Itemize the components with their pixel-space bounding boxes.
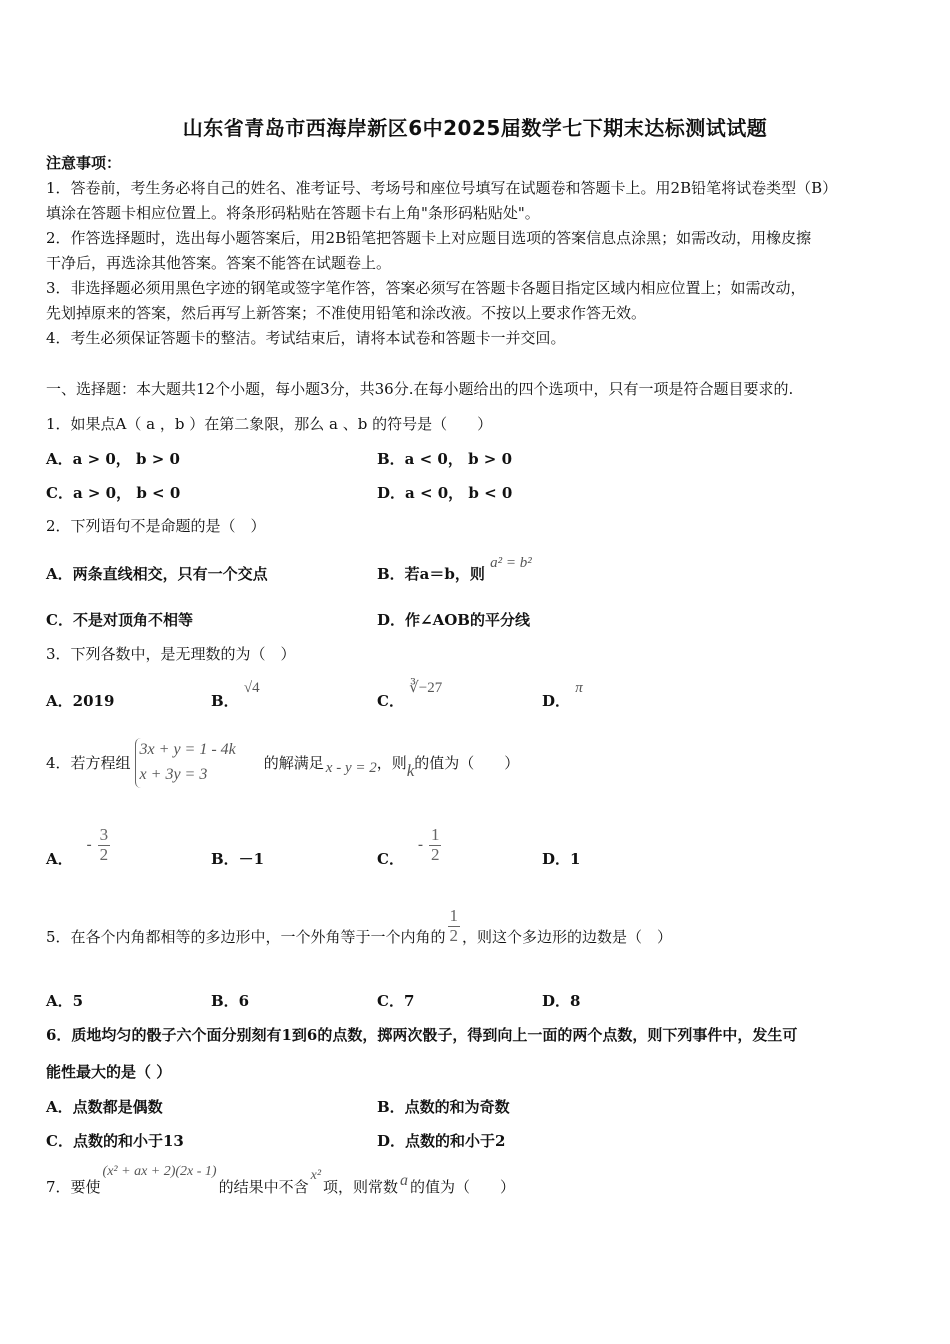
q5-stem-a: 5．在各个内角都相等的多边形中，一个外角等于一个内角的 — [46, 928, 446, 946]
notice-line-2: 填涂在答题卡相应位置上。将条形码粘贴在答题卡右上角"条形码粘贴处"。 — [46, 204, 540, 222]
notice-line-7: 4．考生必须保证答题卡的整洁。考试结束后，请将本试卷和答题卡一并交回。 — [46, 329, 566, 347]
notice-line-1: 1．答卷前，考生务必将自己的姓名、准考证号、考场号和座位号填写在试题卷和答题卡上。用2B铅笔将试卷类型（B） — [46, 179, 838, 197]
q1-option-b: B．a < 0， b > 0 — [377, 450, 513, 468]
q2-option-b — [377, 555, 532, 584]
section-heading: 一、选择题：本大题共12个小题，每小题3分，共36分.在每小题给出的四个选项中，只有一项是符合题目要求的. — [46, 380, 794, 398]
q2-option-a: A．两条直线相交，只有一个交点 — [46, 565, 268, 583]
q4-stem-c: ，则 — [376, 754, 407, 773]
question-2-stem: 2．下列语句不是命题的是（ ） — [46, 517, 266, 535]
notice-line-5: 3．非选择题必须用黑色字迹的钢笔或签字笔作答，答案必须写在答题卡各题目指定区域内相应位置上；如需改动， — [46, 279, 806, 297]
question-6-stem-line-1: 6．质地均匀的骰子六个面分别刻有1到6的点数，掷两次骰子，得到向上一面的两个点数，则下列事件中，发生可 — [46, 1026, 798, 1044]
q1-option-d: D．a < 0， b < 0 — [377, 484, 513, 502]
question-6-stem-line-2: 能性最大的是（ ） — [46, 1063, 172, 1081]
q2-option-b-label: B．若a＝b，则 — [377, 565, 485, 583]
q4-option-c-numerator: 1 — [430, 825, 440, 845]
q2-option-c: C．不是对顶角不相等 — [46, 611, 193, 629]
q4-option-c-fraction — [429, 826, 442, 864]
q4-condition: x - y = 2 — [325, 760, 377, 777]
q2-option-d: D．作∠AOB的平分线 — [377, 611, 530, 629]
question-3-stem: 3．下列各数中，是无理数的为（ ） — [46, 645, 296, 663]
q6-option-c: C．点数的和小于13 — [46, 1132, 184, 1150]
q4-option-a-denominator: 2 — [99, 845, 109, 864]
q4-stem-a: 4．若方程组 — [46, 754, 131, 773]
q3-option-c-label: C． — [377, 692, 404, 710]
q4-option-a — [46, 822, 110, 869]
q3-option-d-label: D． — [542, 692, 571, 710]
q5-option-c: C．7 — [377, 992, 415, 1010]
notice-line-3: 2．作答选择题时，选出每小题答案后，用2B铅笔把答题卡上对应题目选项的答案信息点涂黑；如需改动，用橡皮擦 — [46, 229, 812, 247]
page-title: 山东省青岛市西海岸新区6中2025届数学七下期末达标测试试题 — [182, 116, 768, 140]
q4-option-b: B．－1 — [211, 850, 265, 868]
q6-option-d: D．点数的和小于2 — [377, 1132, 506, 1150]
q3-option-d-formula: π — [575, 680, 583, 696]
notice-line-6: 先划掉原来的答案，然后再写上新答案；不准使用铅笔和涂改液。不按以上要求作答无效。 — [46, 304, 647, 322]
q4-stem-d: 的值为（ ） — [414, 754, 520, 773]
q4-option-c-denominator: 2 — [430, 845, 440, 864]
q2-option-b-formula: a² = b² — [490, 555, 532, 571]
q7-stem-c: 项，则常数 — [323, 1178, 399, 1196]
q1-option-a: A．a > 0， b > 0 — [46, 450, 180, 468]
q4-equation-system — [135, 738, 236, 788]
q4-option-a-label: A． — [46, 850, 73, 868]
q6-option-a: A．点数都是偶数 — [46, 1098, 163, 1116]
q3-option-b-formula: √4 — [243, 680, 260, 696]
q3-option-b-label: B． — [211, 692, 239, 710]
q5-option-b: B．6 — [211, 992, 250, 1010]
q7-variable: a — [400, 1172, 409, 1189]
q3-option-a: A．2019 — [46, 692, 115, 710]
q4-option-c-label: C． — [377, 850, 404, 868]
q4-variable: k — [406, 760, 415, 780]
q4-option-a-fraction — [98, 826, 111, 864]
q5-stem-b: ，则这个多边形的边数是（ ） — [462, 928, 673, 946]
q7-stem-d: 的值为（ ） — [410, 1178, 516, 1196]
q7-stem-b: 的结果中不含 — [218, 1178, 309, 1196]
question-1-stem: 1．如果点A（ a ，b ）在第二象限，那么 a 、b 的符号是（ ） — [46, 415, 493, 433]
q5-denominator: 2 — [449, 926, 459, 945]
q4-equation-2: x + 3y = 3 — [139, 765, 208, 783]
q5-option-a: A．5 — [46, 992, 84, 1010]
q5-fraction — [448, 907, 461, 945]
q3-option-d — [542, 680, 583, 711]
q4-equation-1: 3x + y = 1 - 4k — [139, 741, 236, 758]
notice-line-4: 干净后，再选涂其他答案。答案不能答在试题卷上。 — [46, 254, 392, 272]
q7-term: x² — [310, 1168, 322, 1183]
q5-option-d: D．8 — [542, 992, 581, 1010]
q4-option-d: D．1 — [542, 850, 581, 868]
q3-option-c — [377, 680, 443, 711]
notice-heading: 注意事项： — [46, 154, 122, 172]
question-4-stem — [46, 738, 519, 788]
q4-option-a-numerator: 3 — [99, 825, 109, 845]
question-5-stem — [46, 906, 672, 947]
q3-option-b — [211, 680, 260, 711]
q5-numerator: 1 — [449, 906, 459, 926]
question-7-stem — [46, 1164, 515, 1197]
q1-option-c: C．a > 0， b < 0 — [46, 484, 181, 502]
q3-option-c-formula: ∛−27 — [409, 680, 443, 696]
q6-option-b: B．点数的和为奇数 — [377, 1098, 510, 1116]
q4-stem-b: 的解满足 — [263, 754, 324, 773]
q4-option-a-sign: - — [86, 837, 92, 853]
q4-option-c-sign: - — [417, 837, 423, 853]
q7-stem-a: 7．要使 — [46, 1178, 101, 1196]
q7-expression: (x² + ax + 2)(2x - 1) — [102, 1164, 217, 1179]
q4-option-c — [377, 822, 441, 869]
